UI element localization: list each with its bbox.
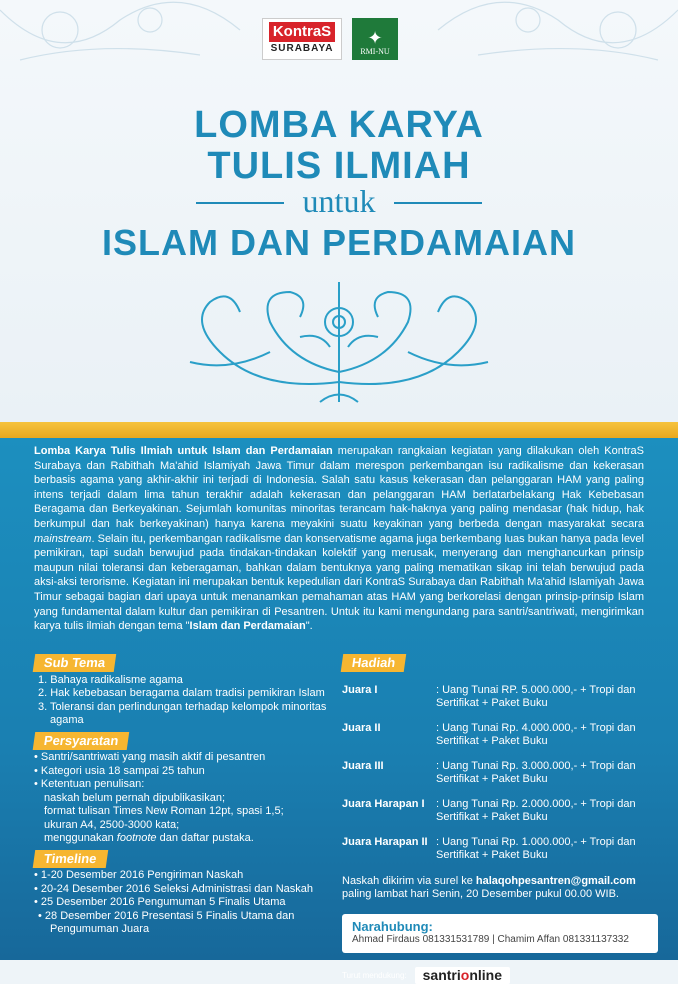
prize-desc: : Uang Tunai Rp. 4.000.000,- + Tropi dan Sertifikat + Paket Buku: [436, 722, 662, 749]
prize-rank: Juara I: [342, 684, 436, 711]
prize-row: [342, 836, 662, 863]
logo-group: [262, 18, 398, 60]
title-line-1: LOMBA KARYA: [0, 104, 678, 147]
list-subitem: [34, 832, 334, 846]
list-item: • 28 Desember 2016 Presentasi 5 Finalis Utama dan Pengumuman Juara: [34, 910, 334, 937]
kontras-logo-city: SURABAYA: [271, 42, 334, 56]
intro-bold-lead: Lomba Karya Tulis Ilmiah untuk Islam dan Perdamaian: [34, 445, 333, 457]
list-item: • Ketentuan penulisan:: [34, 778, 334, 792]
submission-note: [342, 875, 662, 902]
sub-tema-heading: Sub Tema: [33, 654, 117, 672]
prize-rank: Juara Harapan I: [342, 798, 436, 825]
list-subitem: naskah belum pernah dipublikasikan;: [34, 792, 334, 806]
header-area: [0, 0, 678, 422]
narahubung-contacts: Ahmad Firdaus 081331531789 | Chamim Affan 081331137332: [352, 933, 648, 947]
list-item: • 25 Desember 2016 Pengumuman 5 Finalis Utama: [34, 896, 334, 910]
narahubung-title: Narahubung:: [352, 920, 648, 934]
details-panel: [0, 438, 678, 960]
timeline-heading: Timeline: [33, 850, 108, 868]
intro-text-3: ".: [306, 620, 313, 632]
subitem-pre: menggunakan: [44, 832, 117, 844]
submission-pre: Naskah dikirim via surel ke: [342, 875, 476, 887]
left-column: [34, 654, 334, 941]
list-item: 2. Hak kebebasan beragama dalam tradisi pemikiran Islam: [34, 687, 334, 701]
persyaratan-list: [34, 751, 334, 846]
submission-deadline: paling lambat hari Senin, 20 Desember pukul 00.00 WIB.: [342, 888, 619, 900]
intro-theme: Islam dan Perdamaian: [190, 620, 306, 632]
power-icon: o: [461, 967, 470, 983]
persyaratan-heading: Persyaratan: [33, 732, 130, 750]
prize-desc: : Uang Tunai Rp. 3.000.000,- + Tropi dan Sertifikat + Paket Buku: [436, 760, 662, 787]
intro-italic: mainstream: [34, 533, 91, 545]
list-item: 1. Bahaya radikalisme agama: [34, 674, 334, 688]
list-item: • Santri/santriwati yang masih aktif di pesantren: [34, 751, 334, 765]
title-line-4: ISLAM DAN PERDAMAIAN: [0, 222, 678, 264]
subitem-post: dan daftar pustaka.: [157, 832, 254, 844]
support-label: Turut mendukung:: [342, 969, 407, 983]
list-item: • 20-24 Desember 2016 Seleksi Administrasi dan Naskah: [34, 883, 334, 897]
narahubung-box: [342, 914, 658, 953]
subitem-italic: footnote: [117, 832, 157, 844]
list-subitem: format tulisan Times New Roman 12pt, spasi 1,5;: [34, 805, 334, 819]
prize-rank: Juara II: [342, 722, 436, 749]
hadiah-heading: Hadiah: [341, 654, 407, 672]
submission-email[interactable]: halaqohpesantren@gmail.com: [476, 875, 636, 887]
prize-desc: : Uang Tunai Rp. 2.000.000,- + Tropi dan Sertifikat + Paket Buku: [436, 798, 662, 825]
prize-list: [342, 684, 662, 863]
rmi-nu-logo-text: RMI-NU: [360, 47, 389, 56]
star-icon: ✦: [367, 29, 382, 47]
arabesque-ornament: [170, 262, 508, 412]
kontras-logo-text: KontraS: [269, 22, 335, 42]
list-item: • Kategori usia 18 sampai 25 tahun: [34, 765, 334, 779]
support-row: [342, 967, 662, 984]
intro-text-2: . Selain itu, perkembangan radikalisme dan konservatisme agama juga berkembang luas bukan hanya pada level pemikiran, tapi sudah berwujud pada tindakan-tindakan kolektif yang merusak, menyerang dan menghancurkan prinsip maupun nilai toleransi dan keberagaman, bahkan dalam bentuknya yang paling mematikan sikap ini telah berwujud pada aksi-aksi terorisme. Kegiatan ini merupakan bentuk kepedulian dari KontraS Surabaya dan Rabithah Ma'ahid Islamiyah Jawa Timur sebagai bagian dari upaya untuk menanamkan pemahaman atas HAM yang berkorelasi dengan prinsip-prinsip Islam yang fundamental dalam kultur dan pemikiran di Pesantren. Untuk itu kami mengundang para santri/santriwati, mengirimkan karya tulis ilmiah dengan tema ": [34, 533, 644, 633]
list-subitem: ukuran A4, 2500-3000 kata;: [34, 819, 334, 833]
kontras-logo: [262, 18, 342, 60]
prize-row: [342, 722, 662, 749]
prize-rank: Juara III: [342, 760, 436, 787]
brand-post: nline: [469, 967, 502, 983]
gold-divider-band: [0, 422, 678, 438]
timeline-list: [34, 869, 334, 937]
santrionline-logo: [415, 967, 510, 984]
brand-pre: santri: [423, 967, 461, 983]
sub-tema-list: [34, 674, 334, 728]
prize-row: [342, 684, 662, 711]
rmi-nu-logo: [352, 18, 398, 60]
title-line-2: TULIS ILMIAH: [0, 145, 678, 188]
intro-text-1: merupakan rangkaian kegiatan yang dilakukan oleh KontraS Surabaya dan Rabithah Ma'ahid Islamiyah Jawa Timur dalam merespon perkembangan isu radikalisme dan kekerasan berbasis agama yang akhir-akhir ini terjadi di Indonesia. Salah satu kasus kekerasan dan pelanggaran HAM yang paling intens terjadi dalam lima tahun terakhir adalah kekerasan dan pelanggaran HAM berlatarbelakang Hak Kebebasan Beragama dan Berkeyakinan. Sejumlah komunitas minoritas terancam hak-haknya yang paling mendasar (hak hidup, hak berkumpul dan hak berkeyakinan) hanya karena meyakini suatu keyakinan yang berbeda dengan masyarakat secara: [34, 445, 644, 530]
prize-desc: : Uang Tunai Rp. 1.000.000,- + Tropi dan Sertifikat + Paket Buku: [436, 836, 662, 863]
list-item: 3. Toleransi dan perlindungan terhadap kelompok minoritas agama: [34, 701, 334, 728]
intro-paragraph: [34, 444, 644, 634]
title-line-3: untuk: [0, 183, 678, 220]
prize-row: [342, 760, 662, 787]
title-divider-right: [394, 202, 482, 204]
right-column: [342, 654, 662, 984]
prize-row: [342, 798, 662, 825]
list-item: • 1-20 Desember 2016 Pengiriman Naskah: [34, 869, 334, 883]
prize-rank: Juara Harapan II: [342, 836, 436, 863]
prize-desc: : Uang Tunai RP. 5.000.000,- + Tropi dan Sertifikat + Paket Buku: [436, 684, 662, 711]
